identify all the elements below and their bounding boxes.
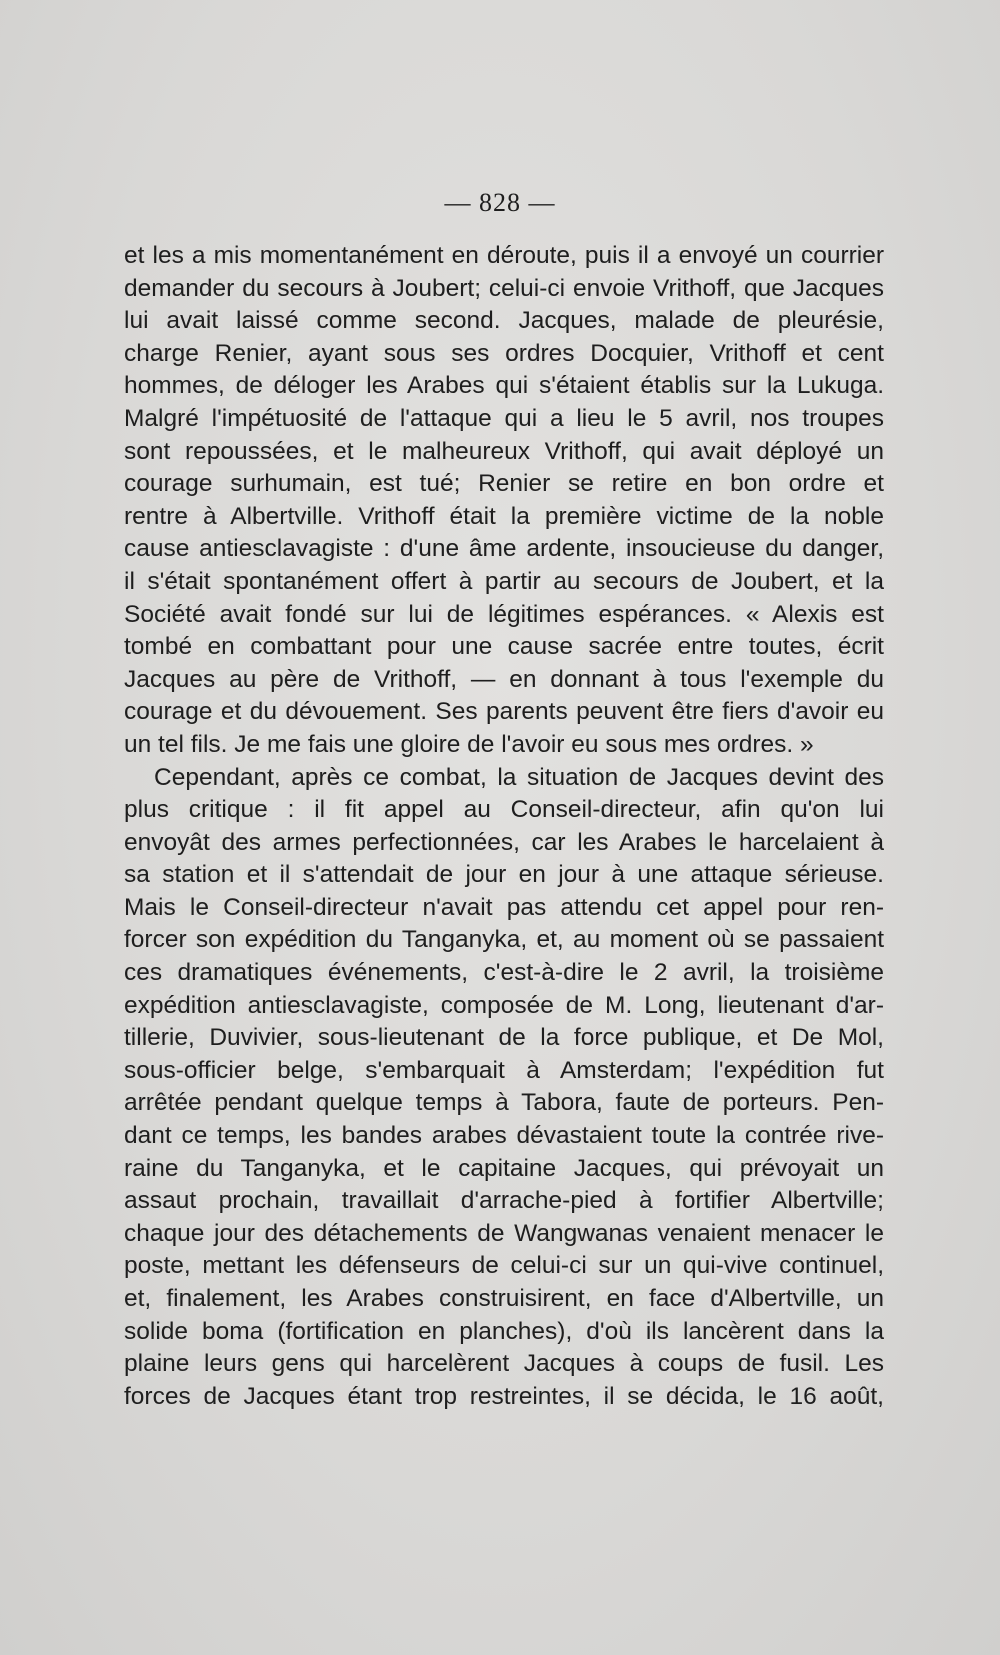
text-line: courage surhumain, est tué; Renier se retire en bon ordre et xyxy=(124,470,884,498)
text-line: il s'était spontanément offert à partir au secours de Joubert, et la xyxy=(124,567,884,595)
text-line: expédition antiesclavagiste, composée de M. Long, lieutenant d'ar- xyxy=(124,991,884,1019)
text-line: demander du secours à Joubert; celui-ci envoie Vrithoff, que Jacques xyxy=(124,274,884,302)
text-line: dant ce temps, les bandes arabes dévastaient toute la contrée rive- xyxy=(124,1122,884,1150)
text-line: hommes, de déloger les Arabes qui s'étaient établis sur la Lukuga. xyxy=(124,372,884,400)
text-line: ces dramatiques événements, c'est-à-dire le 2 avril, la troisième xyxy=(124,959,884,987)
text-line: poste, mettant les défenseurs de celui-ci sur un qui-vive continuel, xyxy=(124,1252,884,1280)
text-line: raine du Tanganyka, et le capitaine Jacques, qui prévoyait un xyxy=(124,1154,884,1182)
text-line: chaque jour des détachements de Wangwanas venaient menacer le xyxy=(124,1219,884,1247)
text-line: arrêtée pendant quelque temps à Tabora, faute de porteurs. Pen- xyxy=(124,1089,884,1117)
text-line: sont repoussées, et le malheureux Vrithoff, qui avait déployé un xyxy=(124,437,884,465)
text-line: cause antiesclavagiste : d'une âme ardente, insoucieuse du danger, xyxy=(124,535,884,563)
text-line: courage et du dévouement. Ses parents peuvent être fiers d'avoir eu xyxy=(124,698,884,726)
text-line: charge Renier, ayant sous ses ordres Docquier, Vrithoff et cent xyxy=(124,339,884,367)
text-line: Cependant, après ce combat, la situation de Jacques devint des xyxy=(154,763,884,791)
text-line: lui avait laissé comme second. Jacques, malade de pleurésie, xyxy=(124,307,884,335)
text-line: et, finalement, les Arabes construisirent, en face d'Albertville, un xyxy=(124,1285,884,1312)
text-line: forces de Jacques étant trop restreintes, il se décida, le 16 août, xyxy=(124,1382,884,1410)
text-line: Société avait fondé sur lui de légitimes espérances. « Alexis est xyxy=(124,600,884,628)
page-number: — 828 — xyxy=(444,188,556,217)
text-line: un tel fils. Je me fais une gloire de l'avoir eu sous mes ordres. » xyxy=(124,730,814,758)
text-line: Mais le Conseil-directeur n'avait pas attendu cet appel pour ren- xyxy=(124,893,884,921)
text-line: tombé en combattant pour une cause sacrée entre toutes, écrit xyxy=(124,633,884,661)
text-line: plaine leurs gens qui harcelèrent Jacques à coups de fusil. Les xyxy=(124,1350,884,1378)
text-line: plus critique : il fit appel au Conseil-directeur, afin qu'on lui xyxy=(124,796,884,824)
text-line: assaut prochain, travaillait d'arrache-pied à fortifier Albertville; xyxy=(124,1187,884,1215)
text-line: Jacques au père de Vrithoff, — en donnant à tous l'exemple du xyxy=(124,665,884,693)
text-line: rentre à Albertville. Vrithoff était la première victime de la noble xyxy=(124,502,884,530)
text-line: envoyât des armes perfectionnées, car les Arabes le harcelaient à xyxy=(124,828,884,856)
text-line: solide boma (fortification en planches), d'où ils lancèrent dans la xyxy=(124,1317,884,1345)
text-line: sous-officier belge, s'embarquait à Amsterdam; l'expédition fut xyxy=(124,1056,884,1084)
text-line: tillerie, Duvivier, sous-lieutenant de la force publique, et De Mol, xyxy=(124,1024,884,1052)
text-line: Malgré l'impétuosité de l'attaque qui a lieu le 5 avril, nos troupes xyxy=(124,404,884,432)
text-line: sa station et il s'attendait de jour en jour à une attaque sérieuse. xyxy=(124,861,884,889)
text-line: forcer son expédition du Tanganyka, et, au moment où se passaient xyxy=(124,926,884,954)
body-text xyxy=(124,240,884,1413)
text-line: et les a mis momentanément en déroute, puis il a envoyé un courrier xyxy=(124,242,884,269)
